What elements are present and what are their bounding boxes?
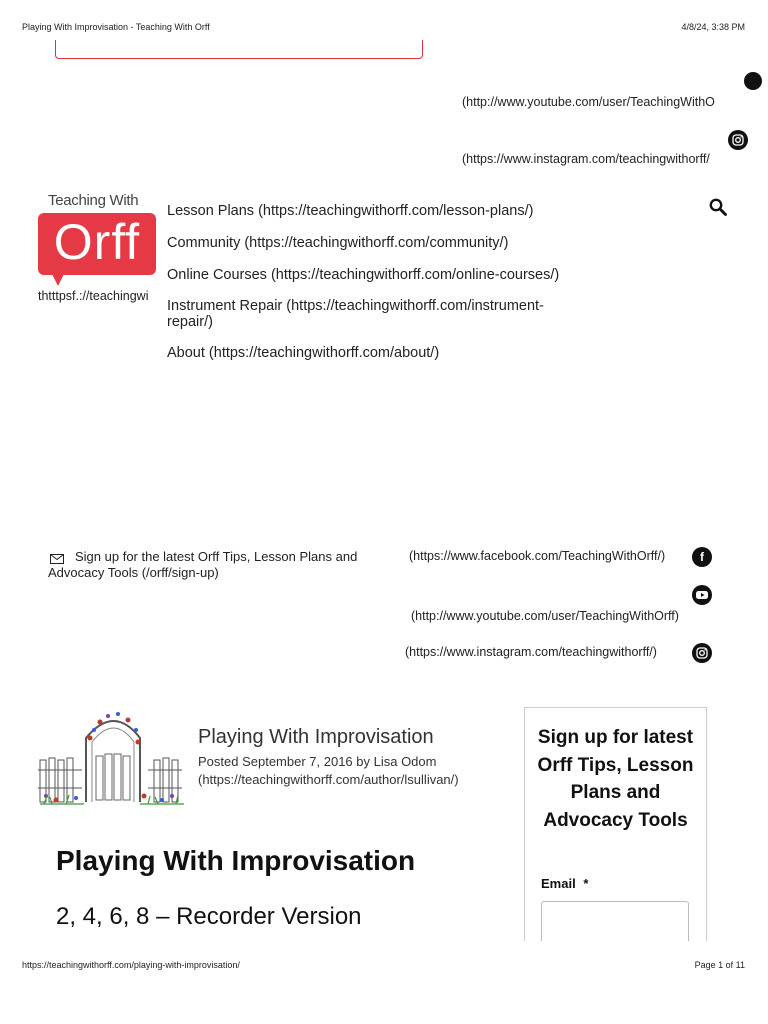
print-footer-band bbox=[0, 941, 768, 1024]
print-footer-url: https://teachingwithorff.com/playing-with-improvisation/ bbox=[22, 960, 240, 970]
post-header-title[interactable]: Playing With Improvisation bbox=[198, 726, 434, 748]
signup-bar-link[interactable]: Sign up for the latest Orff Tips, Lesson Plans and Advocacy Tools (/orff/sign-up) bbox=[48, 549, 358, 580]
print-header-title: Playing With Improvisation - Teaching With Orff bbox=[22, 22, 210, 32]
post-posted: Posted September 7, 2016 by Lisa Odom bbox=[198, 754, 437, 769]
facebook-link[interactable]: (https://www.facebook.com/TeachingWithOrff/) bbox=[409, 549, 666, 563]
nav-online-courses[interactable]: Online Courses (https://teachingwithorff.com/online-courses/) bbox=[167, 267, 560, 283]
top-instagram-link[interactable]: (https://www.instagram.com/teachingwithorff/ bbox=[462, 152, 710, 166]
youtube-icon[interactable] bbox=[744, 72, 762, 90]
sidebar-signup-widget bbox=[524, 707, 707, 949]
sidebar-signup-title: Sign up for latest Orff Tips, Lesson Plans and Advocacy Tools bbox=[537, 727, 694, 831]
logo-link-overlap[interactable]: thtttpsf.://teachingwi bbox=[38, 289, 149, 303]
logo-line2: Orff bbox=[53, 214, 141, 270]
post-heading: Playing With Improvisation bbox=[56, 845, 416, 876]
email-label: Email bbox=[541, 876, 576, 891]
print-header-datetime: 4/8/24, 3:38 PM bbox=[681, 22, 745, 32]
nav-lesson-plans[interactable]: Lesson Plans (https://teachingwithorff.com/lesson-plans/) bbox=[167, 203, 534, 219]
nav-community[interactable]: Community (https://teachingwithorff.com/community/) bbox=[167, 235, 509, 251]
post-subheading: 2, 4, 6, 8 – Recorder Version bbox=[56, 903, 362, 930]
facebook-icon[interactable]: f bbox=[692, 547, 712, 567]
nav-about[interactable]: About (https://teachingwithorff.com/about/) bbox=[167, 345, 440, 361]
instagram-icon[interactable] bbox=[692, 643, 712, 663]
logo-badge bbox=[38, 213, 156, 275]
instagram-link[interactable]: (https://www.instagram.com/teachingwithorff/) bbox=[405, 645, 657, 659]
instagram-icon[interactable] bbox=[728, 130, 748, 150]
logo-line1: Teaching With bbox=[48, 192, 139, 209]
print-footer-page: Page 1 of 11 bbox=[694, 960, 745, 970]
required-mark: * bbox=[583, 876, 589, 891]
garden-gate-illustration bbox=[36, 708, 186, 808]
nav-instrument-repair[interactable]: Instrument Repair (https://teachingwithorff.com/instrument-repair/) bbox=[167, 298, 544, 330]
post-author-link[interactable]: (https://teachingwithorff.com/author/lsullivan/) bbox=[198, 772, 459, 787]
youtube-icon[interactable] bbox=[692, 585, 712, 605]
site-logo[interactable] bbox=[38, 192, 158, 302]
top-youtube-link[interactable]: (http://www.youtube.com/user/TeachingWithO bbox=[462, 95, 715, 109]
top-red-box bbox=[55, 40, 423, 59]
logo-tail bbox=[52, 274, 64, 286]
youtube-link[interactable]: (http://www.youtube.com/user/TeachingWithOrff) bbox=[411, 609, 679, 623]
search-icon[interactable] bbox=[709, 198, 727, 216]
